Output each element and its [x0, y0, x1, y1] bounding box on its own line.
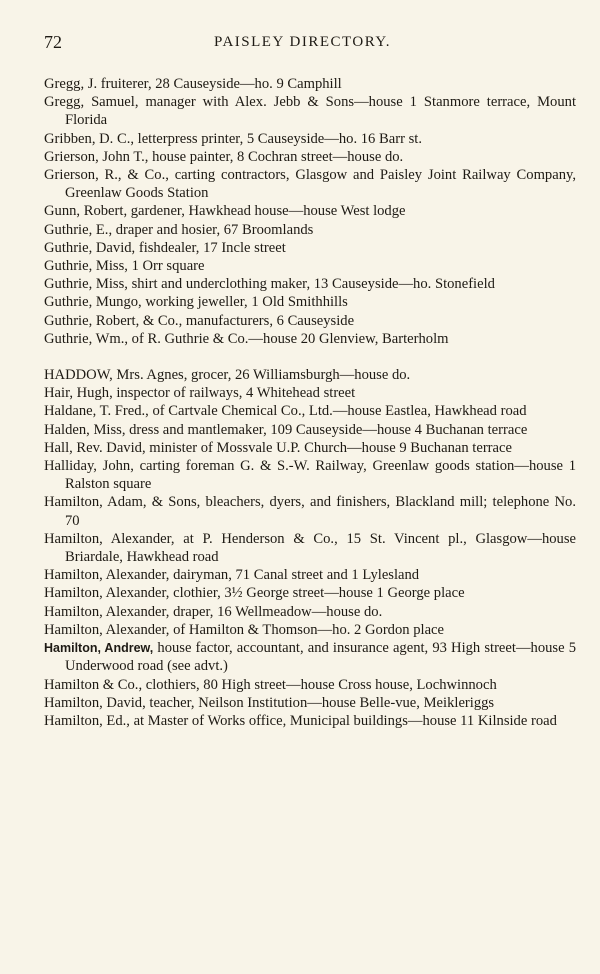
directory-entry: Haldane, T. Fred., of Cartvale Chemical Co., Ltd.—house Eastlea, Hawkhead road: [44, 403, 527, 420]
directory-entry: Hamilton, Alexander, draper, 16 Wellmeadow—house do.: [44, 603, 383, 620]
directory-entry: Hamilton, Adam, & Sons, bleachers, dyers, and finishers, Blackland mill; telephone No. 70: [44, 494, 576, 529]
directory-entries: [44, 75, 576, 730]
directory-entry: [44, 639, 576, 675]
directory-entry: Hamilton, Ed., at Master of Works office, Municipal buildings—house 11 Kilnside road: [44, 712, 557, 729]
directory-entry: Gribben, D. C., letterpress printer, 5 Causeyside—ho. 16 Barr st.: [44, 130, 422, 147]
entry-detail: house factor, accountant, and insurance agent, 93 High street—house 5 Underwood road (see advt.): [65, 640, 576, 675]
directory-entry: Hair, Hugh, inspector of railways, 4 Whitehead street: [44, 385, 356, 402]
directory-entry: Guthrie, Mungo, working jeweller, 1 Old Smithhills: [44, 294, 348, 311]
directory-entry: Hamilton, David, teacher, Neilson Institution—house Belle-vue, Meikleriggs: [44, 694, 495, 711]
directory-entry: Guthrie, Wm., of R. Guthrie & Co.—house 20 Glenview, Barterholm: [44, 330, 449, 347]
directory-entry: Guthrie, Miss, shirt and underclothing maker, 13 Causeyside—ho. Stonefield: [44, 276, 495, 293]
directory-entry: Guthrie, E., draper and hosier, 67 Broomlands: [44, 221, 314, 238]
directory-entry: Gregg, Samuel, manager with Alex. Jebb & Sons—house 1 Stanmore terrace, Mount Florida: [44, 94, 576, 129]
page-number: 72: [44, 32, 62, 52]
entry-bold-name: Hamilton, Andrew,: [44, 641, 154, 656]
directory-entry: Gunn, Robert, gardener, Hawkhead house—house West lodge: [44, 203, 406, 220]
directory-entry: HADDOW, Mrs. Agnes, grocer, 26 Williamsburgh—house do.: [44, 367, 411, 384]
directory-entry: Halden, Miss, dress and mantlemaker, 109 Causeyside—house 4 Buchanan terrace: [44, 421, 528, 438]
directory-entry: Hamilton, Alexander, at P. Henderson & Co., 15 St. Vincent pl., Glasgow—house Briardale, Hawkhead road: [44, 530, 576, 566]
directory-entry: Hamilton, Alexander, clothier, 3½ George street—house 1 George place: [44, 585, 465, 602]
directory-entry: Hamilton & Co., clothiers, 80 High street—house Cross house, Lochwinnoch: [44, 676, 497, 693]
directory-entry: Guthrie, Robert, & Co., manufacturers, 6 Causeyside: [44, 312, 355, 329]
directory-entry: Hamilton, Alexander, of Hamilton & Thomson—ho. 2 Gordon place: [44, 621, 445, 638]
directory-entry: Guthrie, Miss, 1 Orr square: [44, 258, 205, 275]
running-head: PAISLEY DIRECTORY.: [214, 34, 392, 50]
directory-entry: Gregg, J. fruiterer, 28 Causeyside—ho. 9 Camphill: [44, 76, 342, 92]
directory-entry: Guthrie, David, fishdealer, 17 Incle street: [44, 239, 286, 256]
directory-entry: Hamilton, Alexander, dairyman, 71 Canal street and 1 Lylesland: [44, 567, 420, 584]
directory-entry: Grierson, R., & Co., carting contractors, Glasgow and Paisley Joint Railway Company, Greenlaw Goods Station: [44, 167, 576, 202]
directory-entry: Hall, Rev. David, minister of Mossvale U.P. Church—house 9 Buchanan terrace: [44, 439, 512, 456]
directory-entry: Grierson, John T., house painter, 8 Cochran street—house do.: [44, 148, 404, 165]
section-divider: [44, 348, 576, 366]
page-header: [44, 32, 570, 56]
directory-entry: Halliday, John, carting foreman G. & S.-W. Railway, Greenlaw goods station—house 1 Ralston square: [44, 458, 576, 493]
